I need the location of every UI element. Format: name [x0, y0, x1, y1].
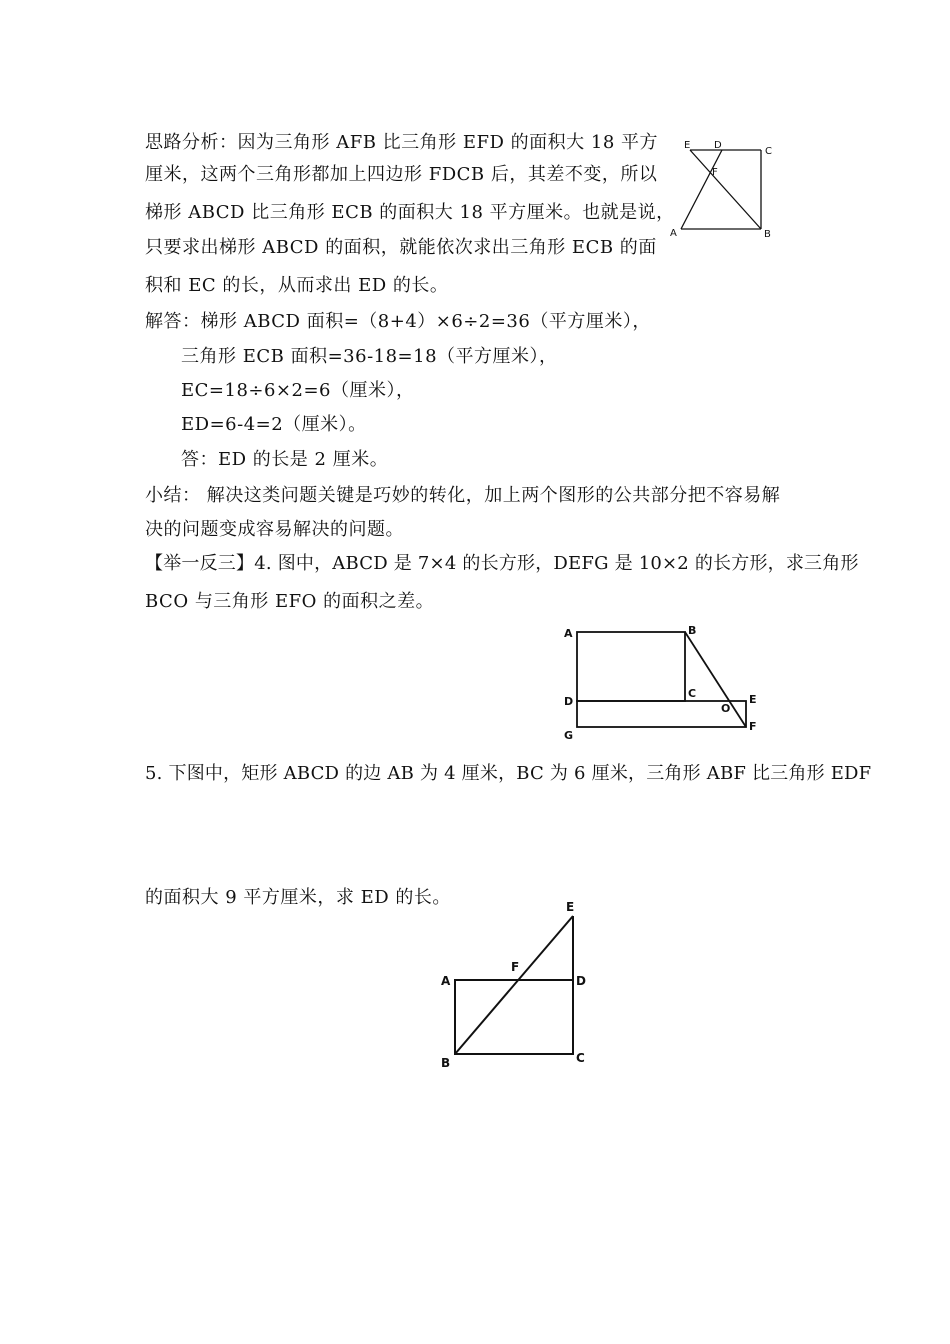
fig2-label-g: G	[564, 729, 574, 742]
fig3-label-a: A	[441, 974, 451, 988]
fig1-label-a: A	[670, 228, 677, 239]
fig2-label-c: C	[688, 687, 697, 700]
fig3-label-c: C	[576, 1051, 585, 1065]
fig3-label-b: B	[441, 1056, 451, 1070]
analysis-line-3: 梯形 ABCD 比三角形 ECB 的面积大 18 平方厘米。也就是说，	[145, 202, 675, 223]
solution-line-3: EC=18÷6×2=6（厘米），	[181, 380, 415, 401]
fig2-label-d: D	[564, 695, 574, 708]
fig1-label-d: D	[714, 140, 722, 151]
summary-line-2: 决的问题变成容易解决的问题。	[145, 519, 404, 540]
fig2-label-b: B	[688, 624, 697, 637]
fig1-label-f: F	[712, 167, 718, 178]
fig3-label-e: E	[566, 900, 575, 914]
problem5-line-1: 5. 下图中，矩形 ABCD 的边 AB 为 4 厘米，BC 为 6 厘米，三角形 ABF 比三角形 EDF	[145, 763, 872, 784]
analysis-line-2: 厘米，这两个三角形都加上四边形 FDCB 后，其差不变，所以	[145, 164, 658, 185]
fig2-label-o: O	[721, 702, 731, 715]
solution-line-2: 三角形 ECB 面积=36-18=18（平方厘米），	[181, 346, 558, 367]
fig1-label-c: C	[765, 146, 772, 157]
analysis-line-4: 只要求出梯形 ABCD 的面积，就能依次求出三角形 ECB 的面	[145, 237, 657, 258]
solution-line-4: ED=6-4=2（厘米）。	[181, 414, 367, 435]
summary-line-1: 小结： 解决这类问题关键是巧妙的转化，加上两个图形的公共部分把不容易解	[145, 485, 781, 506]
fig2-label-a: A	[564, 627, 573, 640]
answer-line: 答：ED 的长是 2 厘米。	[181, 449, 389, 470]
fig2-label-e: E	[749, 693, 757, 706]
solution-line-1: 解答：梯形 ABCD 面积=（8+4）×6÷2=36（平方厘米），	[145, 311, 651, 332]
fig3-label-f: F	[511, 960, 520, 974]
fig1-label-b: B	[764, 229, 771, 240]
problem4-line-1: 【举一反三】4. 图中，ABCD 是 7×4 的长方形，DEFG 是 10×2 的长方形，求三角形	[145, 553, 859, 574]
problem4-line-2: BCO 与三角形 EFO 的面积之差。	[145, 591, 435, 612]
fig2-label-f: F	[749, 720, 757, 733]
analysis-line-5: 积和 EC 的长，从而求出 ED 的长。	[145, 275, 449, 296]
fig3-label-d: D	[576, 974, 586, 988]
fig1-label-e: E	[684, 140, 691, 151]
problem5-line-2: 的面积大 9 平方厘米，求 ED 的长。	[145, 887, 451, 908]
analysis-line-1: 思路分析：因为三角形 AFB 比三角形 EFD 的面积大 18 平方	[145, 132, 659, 153]
